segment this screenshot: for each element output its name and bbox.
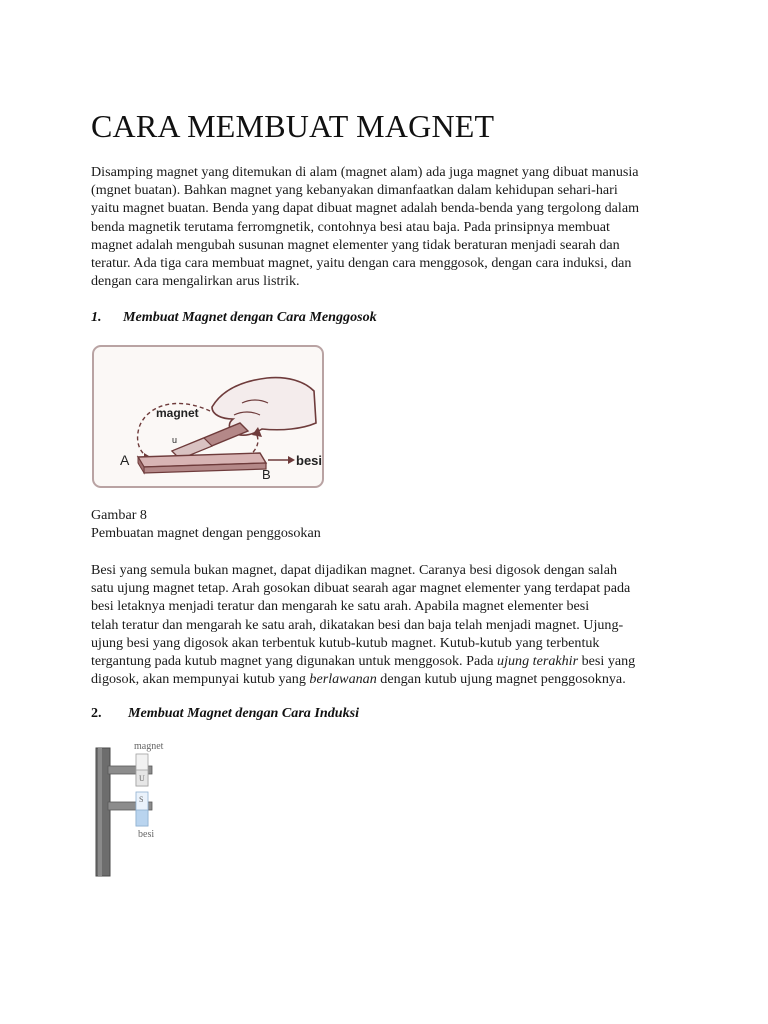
paragraph-line: Besi yang semula bukan magnet, dapat dijadikan magnet. Caranya besi digosok dengan salah (91, 562, 618, 578)
iron-bar (138, 453, 266, 473)
paragraph-line: (mgnet buatan). Bahkan magnet yang kebanyakan dimanfaatkan dalam kehidupan sehari-hari (91, 182, 618, 199)
section-title: Membuat Magnet dengan Cara Induksi (128, 705, 360, 721)
section-number: 2. (91, 705, 102, 721)
section-2-heading (91, 705, 359, 722)
page-title: CARA MEMBUAT MAGNET (91, 108, 495, 144)
paragraph-line: yaitu magnet buatan. Benda yang dapat dibuat magnet adalah benda-benda yang tergolong dalam (91, 200, 640, 217)
paragraph-line: dengan cara mengalirkan arus listrik. (91, 273, 300, 290)
paragraph-line: benda magnetik terutama ferromgnetik, contohnya besi atau baja. Pada prinsipnya membuat (91, 218, 610, 235)
paragraph-line: teratur. Ada tiga cara membuat magnet, yaitu dengan cara menggosok, dengan cara induksi, dan (91, 255, 632, 272)
rubbing-paragraph (91, 561, 683, 688)
u-pole-label: U (139, 774, 145, 783)
besi-label: besi (296, 453, 323, 468)
paragraph-line: telah teratur dan mengarah ke satu arah, dikatakan besi dan baja telah menjadi magnet. Ujung- (91, 616, 624, 633)
paragraph-line: ujung besi yang digosok akan terbentuk kutub-kutub magnet. Kutub-kutub yang terbentuk (91, 634, 600, 651)
paragraph-line: digosok, akan mempunyai kutub yang berlawanan dengan kutub ujung magnet penggosoknya. (91, 671, 626, 688)
s-pole-label: S (139, 795, 144, 804)
point-a-label: A (120, 452, 130, 468)
italic-phrase: ujung terakhir (497, 653, 579, 670)
point-b-label: B (262, 467, 271, 482)
magnet-label: magnet (156, 406, 199, 420)
induction-figure (92, 740, 182, 878)
caption-number: Gambar 8 (91, 507, 147, 523)
paragraph-line: magnet adalah mengubah susunan magnet elementer yang tidak beraturan menjadi searah dan (91, 236, 620, 253)
figure-caption (91, 506, 321, 542)
intro-paragraph (91, 163, 683, 290)
section-1-heading (91, 309, 377, 326)
section-number: 1. (91, 309, 102, 325)
paragraph-line: besi letaknya menjadi teratur dan mengarah ke satu arah. Apabila magnet elementer besi (91, 598, 590, 615)
paragraph-line: Disamping magnet yang ditemukan di alam (magnet alam) ada juga magnet yang dibuat manusia (91, 164, 639, 180)
paragraph-line: tergantung pada kutub magnet yang digunakan untuk menggosok. Pada ujung terakhir besi yang (91, 653, 636, 670)
italic-phrase: berlawanan (309, 671, 377, 688)
u-label: u (172, 435, 178, 445)
section-title: Membuat Magnet dengan Cara Menggosok (123, 309, 377, 325)
magnet-label: magnet (134, 741, 164, 752)
besi-label: besi (138, 829, 155, 840)
paragraph-line: satu ujung magnet tetap. Arah gosokan dibuat searah agar magnet elementer yang terdapat pada (91, 580, 631, 597)
caption-text: Pembuatan magnet dengan penggosokan (91, 525, 321, 542)
rubbing-magnet-figure (92, 345, 324, 488)
